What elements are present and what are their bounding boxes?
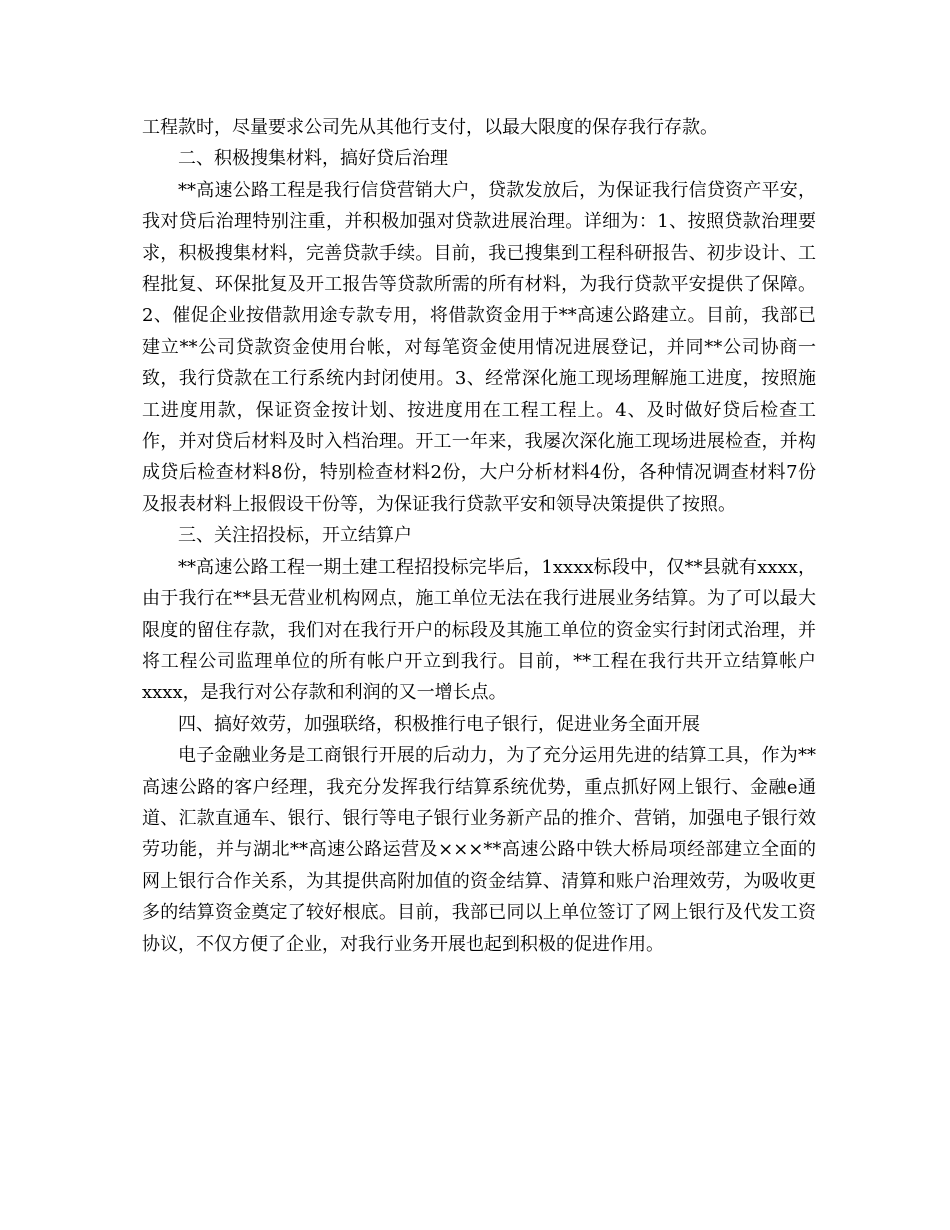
section-heading-3: 三、关注招投标，开立结算户 [178,525,412,547]
paragraph-loan-management: **高速公路工程是我行信贷营销大户，贷款发放后，为保证我行信贷资产平安，我对贷后治理特别注重，并积极加强对贷款进展治理。详细为：1、按照贷款治理要求，积极搜集材料，完善贷款手续。目前，我已搜集到工程科研报告、初步设计、工程批复、环保批复及开工报告等贷款所需的所有材料，为我行贷款平安提供了保障。2、催促企业按借款用途专款专用，将借款资金用于**高速公路建立。目前，我部已建立**公司贷款资金使用台帐，对每笔资金使用情况进展登记，并同**公司协商一致，我行贷款在工行系统内封闭使用。3、经常深化施工现场理解施工进度，按照施工进度用款，保证资金按计划、按进度用在工程工程上。4、及时做好贷后检查工作，并对贷后材料及时入档治理。开工一年来，我屡次深化施工现场进展检查，并构成贷后检查材料8份，特别检查材料2份，大户分析材料4份，各种情况调查材料7份及报表材料上报假设干份等，为保证我行贷款平安和领导决策提供了按照。 [142,179,816,515]
section-heading-4: 四、搞好效劳，加强联络，积极推行电子银行，促进业务全面开展 [178,713,700,735]
section-heading-2: 二、积极搜集材料，搞好贷后治理 [178,148,448,170]
paragraph-settlement-accounts: **高速公路工程一期土建工程招投标完毕后，1xxxx标段中，仅**县就有xxxx，由于我行在**县无营业机构网点，施工单位无法在我行进展业务结算。为了可以最大限度的留住存款，我们对在我行开户的标段及其施工单位的资金实行封闭式治理，并将工程公司监理单位的所有帐户开立到我行。目前，**工程在我行共开立结算帐户xxxx，是我行对公存款和利润的又一增长点。 [142,556,816,704]
document-page [142,112,816,960]
paragraph-e-banking: 电子金融业务是工商银行开展的后动力，为了充分运用先进的结算工具，作为**高速公路的客户经理，我充分发挥我行结算系统优势，重点抓好网上银行、金融e通道、汇款直通车、银行、银行等电子银行业务新产品的推介、营销，加强电子银行效劳功能，并与湖北**高速公路运营及×××**高速公路中铁大桥局项经部建立全面的网上银行合作关系，为其提供高附加值的资金结算、清算和账户治理效劳，为吸收更多的结算资金奠定了较好根底。目前，我部已同以上单位签订了网上银行及代发工资协议，不仅方便了企业，对我行业务开展也起到积极的促进作用。 [142,745,816,955]
paragraph-continuation: 工程款时，尽量要求公司先从其他行支付，以最大限度的保存我行存款。 [142,117,718,138]
